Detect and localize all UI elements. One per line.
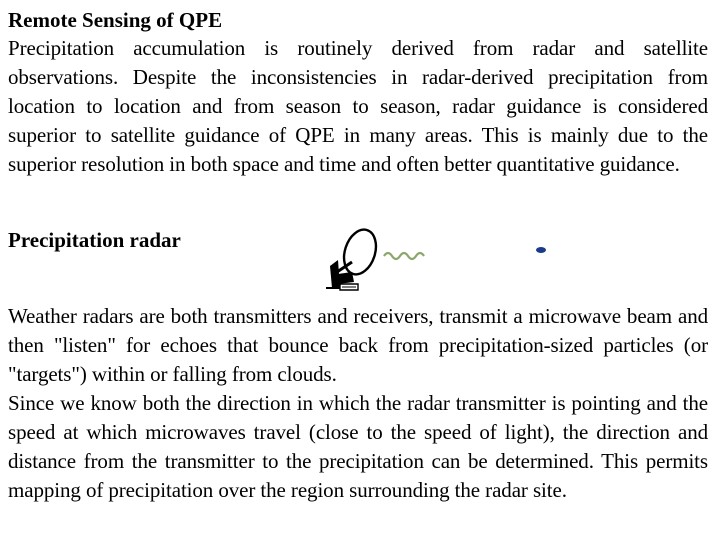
radar-paragraph-1: Weather radars are both transmitters and receivers, transmit a microwave beam and then "listen" for echoes that bounce back from precipitation-sized particles (or "targets") within or falling from clouds. (8, 304, 708, 386)
section-title: Precipitation radar (8, 228, 181, 252)
document-top (8, 6, 708, 179)
page-title: Remote Sensing of QPE (8, 8, 223, 32)
radar-dish-icon (326, 226, 381, 290)
radar-section-body (8, 302, 708, 505)
raindrop-target-icon (536, 247, 546, 253)
radar-paragraph-2: Since we know both the direction in which the radar transmitter is pointing and the speed at which microwaves travel (close to the speed of light), the direction and distance from the transmitter to the precipitation can be determined. This permits mapping of precipitation over the region surrounding the radar site. (8, 391, 708, 502)
radar-section-header (8, 226, 708, 286)
intro-paragraph: Precipitation accumulation is routinely derived from radar and satellite observations. Despite the inconsistencies in radar-derived precipitation from location to location and from season to season, radar guidance is considered superior to satellite guidance of QPE in many areas. This is mainly due to the superior resolution in both space and time and often better quantitative guidance. (8, 36, 708, 176)
radar-figure (308, 226, 568, 296)
microwave-wave-icon (384, 253, 424, 259)
